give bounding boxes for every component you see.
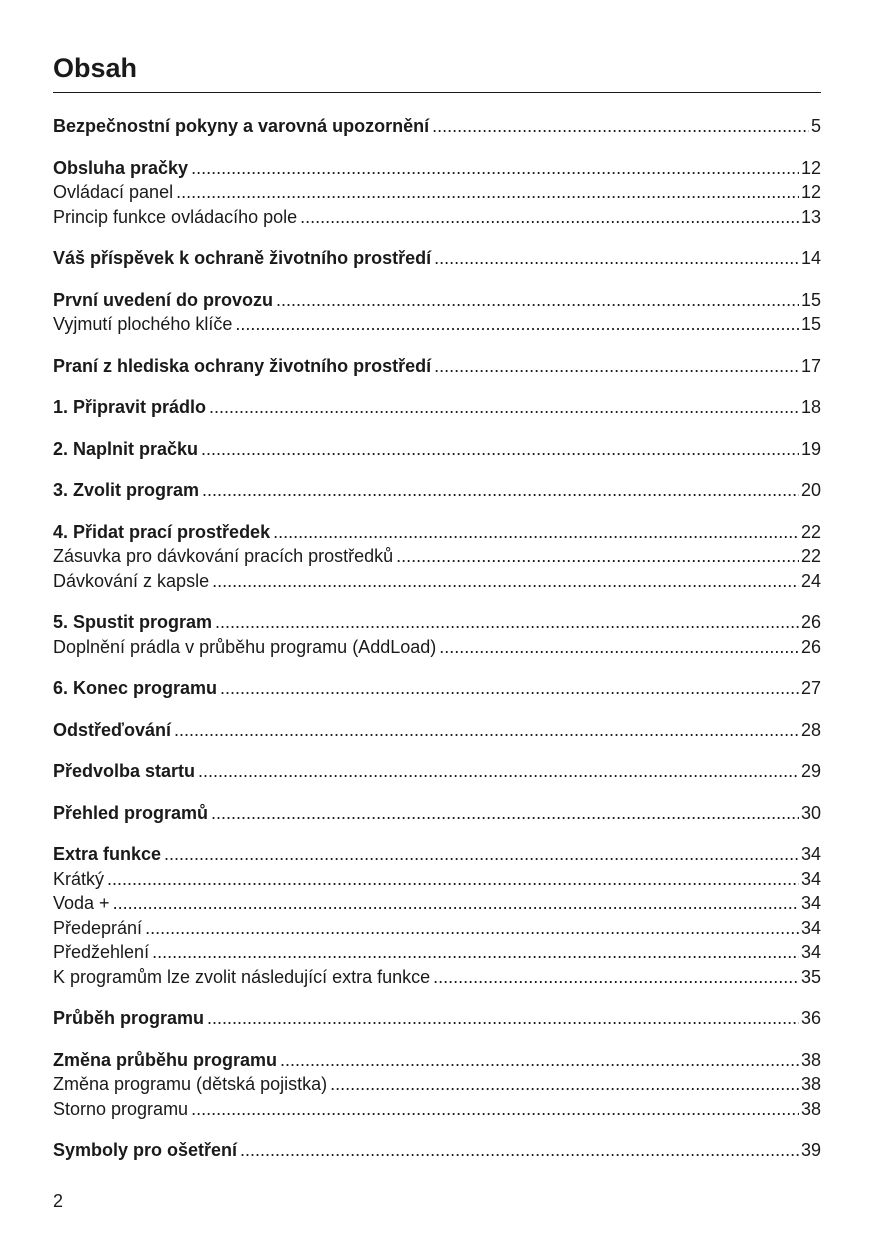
- toc-entry-page: 29: [800, 761, 821, 781]
- toc-chapter-entry[interactable]: [53, 1138, 821, 1163]
- toc-entry-page: 30: [800, 802, 821, 823]
- toc-subentry[interactable]: [53, 312, 821, 337]
- toc-chapter-entry[interactable]: [53, 437, 821, 462]
- dot-leader: [152, 940, 799, 965]
- toc-entry-label: Vyjmutí plochého klíče: [53, 314, 233, 334]
- toc-entry-label: Symboly pro ošetření: [53, 1140, 238, 1160]
- toc-chapter-entry[interactable]: [53, 676, 821, 701]
- toc-entry-page: 19: [800, 438, 821, 459]
- toc-subentry[interactable]: [53, 635, 821, 660]
- toc-entry-page: 13: [800, 206, 821, 227]
- toc-group: [53, 246, 821, 271]
- toc-entry-page: 20: [800, 480, 821, 500]
- toc-entry-page: 15: [800, 289, 821, 310]
- dot-leader: [211, 801, 799, 826]
- toc-entry-label: První uvedení do provozu: [53, 289, 274, 310]
- dot-leader: [280, 1048, 799, 1073]
- toc-chapter-entry[interactable]: [53, 288, 821, 313]
- toc-entry-label: Obsluha pračky: [53, 157, 189, 178]
- toc-group: [53, 1006, 821, 1031]
- toc-entry-label: 2. Naplnit pračku: [53, 438, 199, 459]
- toc-group: [53, 395, 821, 420]
- toc-entry-page: 18: [800, 397, 821, 417]
- dot-leader: [276, 288, 799, 313]
- toc-group: [53, 156, 821, 230]
- toc-entry-label: Změna průběhu programu: [53, 1049, 278, 1070]
- dot-leader: [145, 916, 799, 941]
- dot-leader: [174, 718, 799, 743]
- toc-entry-label: Váš příspěvek k ochraně životního prostředí: [53, 248, 432, 268]
- toc-entry-page: 12: [800, 157, 821, 178]
- toc-group: [53, 801, 821, 826]
- toc-entry-label: Praní z hlediska ochrany životního prostředí: [53, 355, 432, 376]
- dot-leader: [273, 520, 799, 545]
- dot-leader: [164, 842, 799, 867]
- toc-subentry[interactable]: [53, 916, 821, 941]
- toc-entry-label: Dávkování z kapsle: [53, 570, 210, 591]
- toc-chapter-entry[interactable]: [53, 842, 821, 867]
- page-title: Obsah: [53, 53, 138, 83]
- toc-entry-label: Extra funkce: [53, 844, 162, 864]
- toc-subentry[interactable]: [53, 867, 821, 892]
- dot-leader: [212, 569, 799, 594]
- toc-entry-page: 38: [800, 1049, 821, 1070]
- toc-group: [53, 759, 821, 784]
- toc-chapter-entry[interactable]: [53, 354, 821, 379]
- dot-leader: [201, 437, 799, 462]
- dot-leader: [113, 891, 799, 916]
- toc-group: [53, 114, 821, 139]
- title-divider: [53, 92, 821, 93]
- toc-entry-label: Bezpečnostní pokyny a varovná upozornění: [53, 116, 430, 136]
- toc-entry-page: 38: [800, 1098, 821, 1119]
- toc-chapter-entry[interactable]: [53, 801, 821, 826]
- dot-leader: [176, 180, 799, 205]
- toc-entry-label: 3. Zvolit program: [53, 480, 200, 500]
- dot-leader: [434, 246, 799, 271]
- toc-entry-page: 5: [810, 116, 821, 136]
- dot-leader: [240, 1138, 799, 1163]
- dot-leader: [220, 676, 799, 701]
- toc-entry-label: Princip funkce ovládacího pole: [53, 206, 298, 227]
- toc-entry-label: Změna programu (dětská pojistka): [53, 1074, 328, 1094]
- dot-leader: [432, 114, 809, 139]
- toc-entry-label: Přehled programů: [53, 802, 209, 823]
- toc-chapter-entry[interactable]: [53, 1006, 821, 1031]
- toc-entry-label: 6. Konec programu: [53, 678, 218, 698]
- toc-group: [53, 1048, 821, 1122]
- toc-subentry[interactable]: [53, 180, 821, 205]
- toc-entry-page: 34: [800, 917, 821, 938]
- toc-chapter-entry[interactable]: [53, 395, 821, 420]
- toc-entry-label: Předeprání: [53, 917, 143, 938]
- toc-entry-label: K programům lze zvolit následující extra funkce: [53, 966, 431, 987]
- toc-entry-page: 38: [800, 1074, 821, 1094]
- dot-leader: [235, 312, 799, 337]
- toc-group: [53, 288, 821, 337]
- toc-group: [53, 676, 821, 701]
- toc-chapter-entry[interactable]: [53, 114, 821, 139]
- toc-entry-page: 17: [800, 355, 821, 376]
- toc-entry-page: 26: [800, 612, 821, 632]
- toc-entry-label: Ovládací panel: [53, 182, 174, 202]
- toc-entry-label: 5. Spustit program: [53, 612, 213, 632]
- toc-entry-page: 36: [800, 1008, 821, 1028]
- toc-chapter-entry[interactable]: [53, 610, 821, 635]
- toc-entry-page: 34: [800, 942, 821, 962]
- dot-leader: [202, 478, 799, 503]
- toc-entry-page: 39: [800, 1140, 821, 1160]
- dot-leader: [209, 395, 799, 420]
- toc-subentry[interactable]: [53, 965, 821, 990]
- toc-group: [53, 610, 821, 659]
- toc-entry-page: 15: [800, 314, 821, 334]
- dot-leader: [191, 156, 799, 181]
- toc-subentry[interactable]: [53, 1072, 821, 1097]
- dot-leader: [434, 354, 799, 379]
- toc-entry-label: Předžehlení: [53, 942, 150, 962]
- dot-leader: [396, 544, 799, 569]
- toc-entry-label: Krátký: [53, 868, 105, 889]
- dot-leader: [207, 1006, 799, 1031]
- dot-leader: [215, 610, 799, 635]
- toc-subentry[interactable]: [53, 205, 821, 230]
- toc-chapter-entry[interactable]: [53, 1048, 821, 1073]
- toc-entry-label: Zásuvka pro dávkování pracích prostředků: [53, 546, 394, 566]
- toc-entry-label: Předvolba startu: [53, 761, 196, 781]
- toc-group: [53, 520, 821, 594]
- toc-subentry[interactable]: [53, 891, 821, 916]
- toc-chapter-entry[interactable]: [53, 759, 821, 784]
- toc-entry-page: 22: [800, 521, 821, 542]
- toc-entry-page: 34: [800, 868, 821, 889]
- toc-entry-label: Storno programu: [53, 1098, 189, 1119]
- toc-group: [53, 437, 821, 462]
- toc-entry-label: 4. Přidat prací prostředek: [53, 521, 271, 542]
- dot-leader: [439, 635, 799, 660]
- toc-entry-page: 34: [800, 844, 821, 864]
- toc-subentry[interactable]: [53, 940, 821, 965]
- toc-entry-label: 1. Připravit prádlo: [53, 397, 207, 417]
- toc-group: [53, 718, 821, 743]
- dot-leader: [198, 759, 799, 784]
- toc-entry-label: Voda +: [53, 893, 110, 913]
- toc-entry-page: 24: [800, 570, 821, 591]
- toc-chapter-entry[interactable]: [53, 478, 821, 503]
- dot-leader: [330, 1072, 799, 1097]
- toc-group: [53, 478, 821, 503]
- toc-entry-label: Odstřeďování: [53, 719, 171, 740]
- toc-entry-label: Průběh programu: [53, 1008, 205, 1028]
- toc-entry-page: 12: [800, 182, 821, 202]
- dot-leader: [191, 1097, 799, 1122]
- dot-leader: [300, 205, 799, 230]
- dot-leader: [433, 965, 799, 990]
- toc-entry-page: 27: [800, 678, 821, 698]
- toc-chapter-entry[interactable]: [53, 718, 821, 743]
- page-number: 2: [53, 1191, 64, 1211]
- toc-entry-page: 22: [800, 546, 821, 566]
- toc-entry-page: 28: [800, 719, 821, 740]
- toc-group: [53, 842, 821, 989]
- toc-entry-page: 35: [800, 966, 821, 987]
- table-of-contents: [53, 114, 821, 1180]
- toc-entry-label: Doplnění prádla v průběhu programu (AddLoad): [53, 636, 437, 657]
- toc-entry-page: 34: [800, 893, 821, 913]
- toc-subentry[interactable]: [53, 1097, 821, 1122]
- toc-group: [53, 1138, 821, 1163]
- toc-entry-page: 26: [800, 636, 821, 657]
- toc-group: [53, 354, 821, 379]
- toc-chapter-entry[interactable]: [53, 246, 821, 271]
- toc-entry-page: 14: [800, 248, 821, 268]
- toc-subentry[interactable]: [53, 544, 821, 569]
- toc-chapter-entry[interactable]: [53, 156, 821, 181]
- dot-leader: [107, 867, 799, 892]
- toc-subentry[interactable]: [53, 569, 821, 594]
- toc-chapter-entry[interactable]: [53, 520, 821, 545]
